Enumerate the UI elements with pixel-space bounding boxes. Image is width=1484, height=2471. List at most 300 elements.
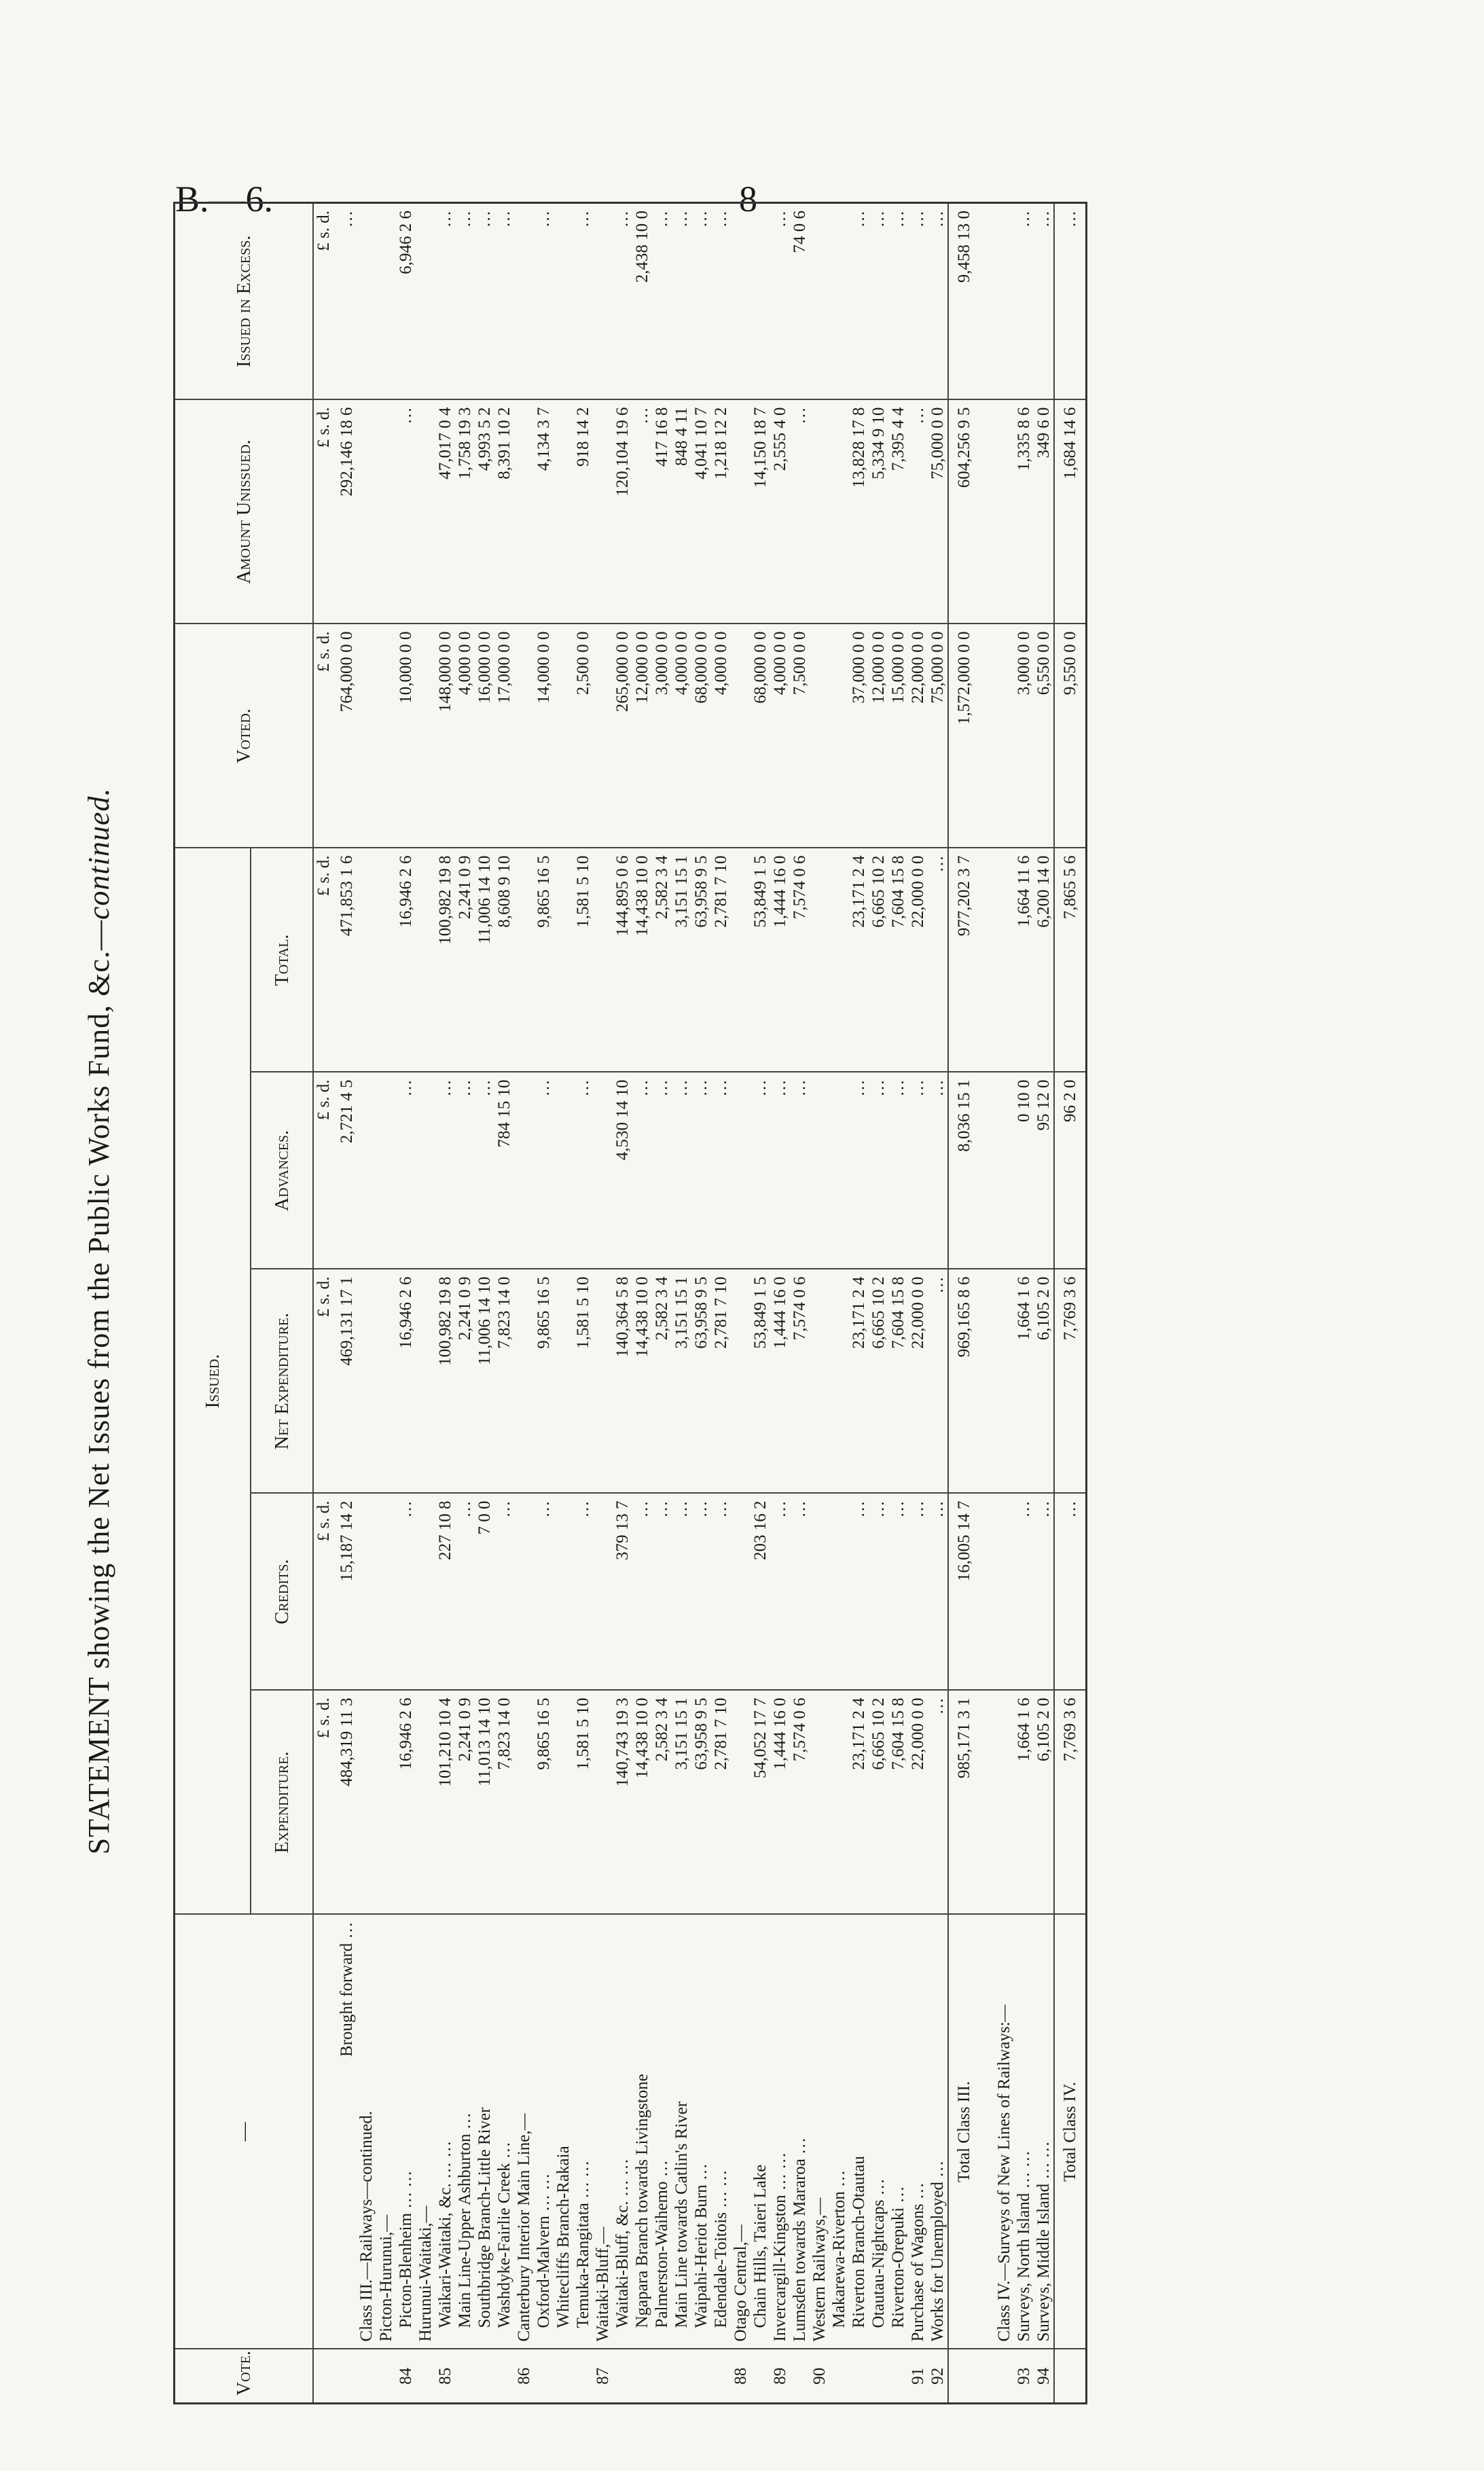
cell-description: Canterbury Interior Main Line,— <box>514 1915 534 2349</box>
cell-total: 3,151 15 1 <box>672 848 691 1072</box>
table-row <box>770 202 790 2403</box>
cell-excess: … <box>888 202 908 399</box>
cell-credits <box>593 1494 613 1691</box>
col-vote: Vote. <box>175 2349 314 2404</box>
unit-label: £ s. d. <box>313 202 337 399</box>
cell-excess <box>750 202 770 399</box>
cell-excess: … <box>672 202 691 399</box>
cell-total <box>376 848 396 1072</box>
cell-unissued: 8,391 10 2 <box>494 399 514 624</box>
cell-total: 53,849 1 5 <box>750 848 770 1072</box>
cell-vote: 88 <box>731 2349 750 2404</box>
cell-total: 2,781 7 10 <box>711 848 731 1072</box>
table-row <box>869 202 888 2403</box>
unit-label: £ s. d. <box>313 1494 337 1691</box>
total-row <box>1054 202 1087 2403</box>
cell-credits <box>514 1494 534 1691</box>
cell-total <box>593 848 613 1072</box>
cell-description: Western Railways,— <box>810 1915 829 2349</box>
cell-unissued: 75,000 0 0 <box>928 399 948 624</box>
cell-voted <box>416 624 435 848</box>
cell-net-expenditure <box>829 1269 849 1494</box>
cell-voted <box>731 624 750 848</box>
cell-vote <box>455 2349 475 2404</box>
cell-unissued <box>810 399 829 624</box>
cell-advances: … <box>632 1072 652 1269</box>
cell-vote <box>554 2349 573 2404</box>
cell-unissued <box>514 399 534 624</box>
cell-description: Waitaki-Bluff,— <box>593 1915 613 2349</box>
cell-net-expenditure: 469,131 17 1 <box>337 1269 357 1494</box>
cell-net-expenditure <box>994 1269 1014 1494</box>
cell-credits: … <box>711 1494 731 1691</box>
page-header <box>0 0 1484 231</box>
rotated-statement <box>82 210 1464 2404</box>
cell-vote <box>869 2349 888 2404</box>
cell-description: Oxford-Malvern … … <box>534 1915 554 2349</box>
cell-vote <box>790 2349 810 2404</box>
cell-vote <box>632 2349 652 2404</box>
col-net-expenditure: Net Expenditure. <box>251 1269 313 1494</box>
cell-expenditure <box>731 1691 750 1915</box>
class-iii-total <box>948 202 994 2403</box>
cell-advances: 8,036 15 1 <box>948 1072 979 1269</box>
cell-total: 2,241 0 9 <box>455 848 475 1072</box>
cell-net-expenditure <box>376 1269 396 1494</box>
table-row <box>908 202 928 2403</box>
cell-unissued: 1,684 14 6 <box>1054 399 1087 624</box>
table-row <box>514 202 534 2403</box>
cell-credits: … <box>573 1494 593 1691</box>
cell-credits: … <box>888 1494 908 1691</box>
cell-total: 144,895 0 6 <box>613 848 632 1072</box>
cell-advances: … <box>888 1072 908 1269</box>
cell-net-expenditure <box>593 1269 613 1494</box>
table-row <box>750 202 770 2403</box>
cell-credits: … <box>396 1494 416 1691</box>
cell-expenditure: 7,823 14 0 <box>494 1691 514 1915</box>
document-code: B.—6. <box>175 179 274 219</box>
cell-net-expenditure: 16,946 2 6 <box>396 1269 416 1494</box>
cell-vote <box>652 2349 672 2404</box>
cell-voted: 12,000 0 0 <box>632 624 652 848</box>
cell-voted <box>514 624 534 848</box>
cell-credits: 227 10 8 <box>435 1494 455 1691</box>
cell-description: Waipahi-Heriot Burn … <box>691 1915 711 2349</box>
title-continued: continued. <box>82 787 115 920</box>
cell-excess: … <box>691 202 711 399</box>
cell-expenditure: 63,958 9 5 <box>691 1691 711 1915</box>
cell-voted <box>593 624 613 848</box>
cell-unissued: 1,335 8 6 <box>1014 399 1034 624</box>
cell-description: Hurunui-Waitaki,— <box>416 1915 435 2349</box>
table-row <box>593 202 613 2403</box>
cell-net-expenditure: 140,364 5 8 <box>613 1269 632 1494</box>
table-row <box>810 202 829 2403</box>
cell-net-expenditure <box>514 1269 534 1494</box>
cell-excess: … <box>494 202 514 399</box>
table-row <box>494 202 514 2403</box>
cell-expenditure: 23,171 2 4 <box>849 1691 869 1915</box>
total-row <box>948 202 979 2403</box>
cell-net-expenditure: … <box>928 1269 948 1494</box>
cell-unissued: … <box>396 399 416 624</box>
cell-total: 14,438 10 0 <box>632 848 652 1072</box>
cell-description: Otautau-Nightcaps … <box>869 1915 888 2349</box>
cell-vote: 84 <box>396 2349 416 2404</box>
col-expenditure: Expenditure. <box>251 1691 313 1915</box>
cell-advances: 95 12 0 <box>1034 1072 1054 1269</box>
cell-description: Southbridge Branch-Little River <box>475 1915 494 2349</box>
cell-net-expenditure: 9,865 16 5 <box>534 1269 554 1494</box>
unit-label: £ s. d. <box>313 848 337 1072</box>
cell-unissued <box>593 399 613 624</box>
cell-advances: … <box>869 1072 888 1269</box>
cell-net-expenditure <box>554 1269 573 1494</box>
cell-total <box>554 848 573 1072</box>
cell-description: Riverton-Orepuki … <box>888 1915 908 2349</box>
cell-advances: … <box>534 1072 554 1269</box>
cell-excess <box>416 202 435 399</box>
cell-vote: 85 <box>435 2349 455 2404</box>
cell-expenditure: 6,665 10 2 <box>869 1691 888 1915</box>
cell-advances: … <box>908 1072 928 1269</box>
cell-vote: 86 <box>514 2349 534 2404</box>
cell-voted: 68,000 0 0 <box>691 624 711 848</box>
cell-advances: … <box>435 1072 455 1269</box>
table-row <box>672 202 691 2403</box>
cell-description: Waitaki-Bluff, &c. … … <box>613 1915 632 2349</box>
table-row <box>928 202 948 2403</box>
cell-total: … <box>928 848 948 1072</box>
cell-expenditure: 11,013 14 10 <box>475 1691 494 1915</box>
cell-credits: … <box>534 1494 554 1691</box>
title-main: STATEMENT showing the Net Issues from the Public Works Fund, &c.— <box>82 920 115 1855</box>
cell-description: Temuka-Rangitata … … <box>573 1915 593 2349</box>
cell-excess: … <box>770 202 790 399</box>
cell-advances: … <box>849 1072 869 1269</box>
cell-total: 471,853 1 6 <box>337 848 357 1072</box>
cell-net-expenditure: 969,165 8 6 <box>948 1269 979 1494</box>
cell-advances: … <box>770 1072 790 1269</box>
cell-net-expenditure: 7,823 14 0 <box>494 1269 514 1494</box>
cell-net-expenditure: 6,105 2 0 <box>1034 1269 1054 1494</box>
cell-advances <box>416 1072 435 1269</box>
cell-voted: 9,550 0 0 <box>1054 624 1087 848</box>
cell-excess: … <box>908 202 928 399</box>
cell-voted: 22,000 0 0 <box>908 624 928 848</box>
cell-vote <box>849 2349 869 2404</box>
cell-vote <box>994 2349 1014 2404</box>
cell-description: Class III.—Railways—continued. <box>357 1915 376 2349</box>
cell-expenditure <box>376 1691 396 1915</box>
cell-voted: 4,000 0 0 <box>672 624 691 848</box>
cell-excess: … <box>869 202 888 399</box>
unit-label: £ s. d. <box>313 1072 337 1269</box>
cell-expenditure <box>994 1691 1014 1915</box>
table-row <box>376 202 396 2403</box>
cell-description: Washdyke-Fairlie Creek … <box>494 1915 514 2349</box>
cell-expenditure: 7,574 0 6 <box>790 1691 810 1915</box>
cell-net-expenditure: 3,151 15 1 <box>672 1269 691 1494</box>
cell-expenditure: 7,769 3 6 <box>1054 1691 1087 1915</box>
class-iii-rows <box>337 202 948 2403</box>
cell-voted: 3,000 0 0 <box>652 624 672 848</box>
cell-total: 16,946 2 6 <box>396 848 416 1072</box>
cell-description: Class IV.—Surveys of New Lines of Railways:— <box>994 1915 1014 2349</box>
unit-label: £ s. d. <box>313 624 337 848</box>
cell-expenditure: 7,604 15 8 <box>888 1691 908 1915</box>
cell-credits: 203 16 2 <box>750 1494 770 1691</box>
cell-description: Picton-Hurunui,— <box>376 1915 396 2349</box>
cell-net-expenditure: 1,581 5 10 <box>573 1269 593 1494</box>
cell-total: 1,444 16 0 <box>770 848 790 1072</box>
cell-voted: 68,000 0 0 <box>750 624 770 848</box>
cell-description: Works for Unemployed … <box>928 1915 948 2349</box>
class-iv-total <box>1054 202 1087 2403</box>
cell-expenditure: 9,865 16 5 <box>534 1691 554 1915</box>
cell-expenditure: 140,743 19 3 <box>613 1691 632 1915</box>
cell-description: Main Line towards Catlin's River <box>672 1915 691 2349</box>
cell-net-expenditure: 7,574 0 6 <box>790 1269 810 1494</box>
cell-credits <box>829 1494 849 1691</box>
cell-description: Otago Central,— <box>731 1915 750 2349</box>
cell-vote <box>357 2349 376 2404</box>
cell-unissued: 120,104 19 6 <box>613 399 632 624</box>
cell-vote <box>750 2349 770 2404</box>
cell-unissued: … <box>908 399 928 624</box>
unit-label: £ s. d. <box>313 1269 337 1494</box>
cell-total: 22,000 0 0 <box>908 848 928 1072</box>
cell-description: Chain Hills, Taieri Lake <box>750 1915 770 2349</box>
statement-table <box>173 202 1087 2404</box>
cell-voted <box>376 624 396 848</box>
cell-unissued: 2,555 4 0 <box>770 399 790 624</box>
cell-total: 6,200 14 0 <box>1034 848 1054 1072</box>
cell-excess: … <box>1014 202 1034 399</box>
cell-total <box>514 848 534 1072</box>
cell-advances <box>731 1072 750 1269</box>
cell-credits: 7 0 0 <box>475 1494 494 1691</box>
cell-total <box>731 848 750 1072</box>
cell-advances <box>554 1072 573 1269</box>
class-iv-rows <box>994 202 1054 2403</box>
cell-net-expenditure: 63,958 9 5 <box>691 1269 711 1494</box>
cell-expenditure: 14,438 10 0 <box>632 1691 652 1915</box>
cell-voted <box>357 624 376 848</box>
cell-excess <box>829 202 849 399</box>
col-excess: Issued in Excess. <box>175 202 314 399</box>
cell-voted: 7,500 0 0 <box>790 624 810 848</box>
cell-expenditure <box>593 1691 613 1915</box>
cell-credits: … <box>849 1494 869 1691</box>
cell-vote <box>494 2349 514 2404</box>
cell-vote: 94 <box>1034 2349 1054 2404</box>
cell-vote: 93 <box>1014 2349 1034 2404</box>
cell-voted: 3,000 0 0 <box>1014 624 1034 848</box>
cell-total <box>994 848 1014 1072</box>
cell-credits <box>554 1494 573 1691</box>
table-row <box>829 202 849 2403</box>
cell-unissued: 349 6 0 <box>1034 399 1054 624</box>
table-row <box>1014 202 1034 2403</box>
cell-vote <box>376 2349 396 2404</box>
cell-unissued <box>357 399 376 624</box>
cell-total: 6,665 10 2 <box>869 848 888 1072</box>
cell-description: Picton-Blenheim … … <box>396 1915 416 2349</box>
cell-credits: … <box>790 1494 810 1691</box>
cell-unissued <box>554 399 573 624</box>
table-row <box>711 202 731 2403</box>
cell-unissued: 4,041 10 7 <box>691 399 711 624</box>
cell-excess: … <box>337 202 357 399</box>
cell-net-expenditure <box>731 1269 750 1494</box>
table-row <box>416 202 435 2403</box>
cell-unissued: 918 14 2 <box>573 399 593 624</box>
table-row <box>455 202 475 2403</box>
cell-expenditure <box>554 1691 573 1915</box>
cell-excess: 2,438 10 0 <box>632 202 652 399</box>
cell-credits: … <box>632 1494 652 1691</box>
cell-voted: 764,000 0 0 <box>337 624 357 848</box>
cell-advances: … <box>672 1072 691 1269</box>
cell-voted: 16,000 0 0 <box>475 624 494 848</box>
cell-advances: 96 2 0 <box>1054 1072 1087 1269</box>
cell-advances: … <box>711 1072 731 1269</box>
cell-vote: 91 <box>908 2349 928 2404</box>
page-number: 8 <box>739 179 757 219</box>
cell-vote: 87 <box>593 2349 613 2404</box>
cell-total <box>829 848 849 1072</box>
cell-credits <box>357 1494 376 1691</box>
cell-unissued: … <box>632 399 652 624</box>
cell-description: Ngapara Branch towards Livingstone <box>632 1915 652 2349</box>
table-row <box>396 202 416 2403</box>
cell-total: 2,582 3 4 <box>652 848 672 1072</box>
unit-label: £ s. d. <box>313 1691 337 1915</box>
col-voted: Voted. <box>175 624 314 848</box>
cell-net-expenditure: 22,000 0 0 <box>908 1269 928 1494</box>
cell-excess: … <box>711 202 731 399</box>
cell-vote <box>613 2349 632 2404</box>
table-row <box>731 202 750 2403</box>
cell-net-expenditure <box>810 1269 829 1494</box>
cell-expenditure <box>810 1691 829 1915</box>
cell-advances <box>357 1072 376 1269</box>
cell-vote <box>534 2349 554 2404</box>
cell-advances <box>593 1072 613 1269</box>
cell-voted <box>829 624 849 848</box>
cell-advances <box>376 1072 396 1269</box>
cell-voted: 75,000 0 0 <box>928 624 948 848</box>
cell-expenditure: 2,781 7 10 <box>711 1691 731 1915</box>
cell-advances: … <box>928 1072 948 1269</box>
cell-total: 1,581 5 10 <box>573 848 593 1072</box>
total-label: Total Class IV. <box>1054 1915 1087 2349</box>
cell-excess <box>514 202 534 399</box>
cell-net-expenditure: 23,171 2 4 <box>849 1269 869 1494</box>
cell-unissued: … <box>790 399 810 624</box>
table-row <box>357 202 376 2403</box>
col-unissued: Amount Unissued. <box>175 399 314 624</box>
cell-excess <box>731 202 750 399</box>
cell-voted <box>994 624 1014 848</box>
cell-expenditure <box>829 1691 849 1915</box>
cell-vote <box>672 2349 691 2404</box>
cell-excess: 74 0 6 <box>790 202 810 399</box>
cell-advances <box>810 1072 829 1269</box>
cell-expenditure <box>357 1691 376 1915</box>
cell-total: 100,982 19 8 <box>435 848 455 1072</box>
cell-expenditure: 2,241 0 9 <box>455 1691 475 1915</box>
cell-unissued: 47,017 0 4 <box>435 399 455 624</box>
total-label: Total Class III. <box>948 1915 979 2349</box>
cell-description: Lumsden towards Mararoa … <box>790 1915 810 2349</box>
cell-total <box>357 848 376 1072</box>
cell-excess: … <box>1054 202 1087 399</box>
table-row <box>849 202 869 2403</box>
cell-advances <box>829 1072 849 1269</box>
cell-vote <box>829 2349 849 2404</box>
cell-advances: … <box>691 1072 711 1269</box>
cell-total: 7,604 15 8 <box>888 848 908 1072</box>
cell-description: Main Line-Upper Ashburton … <box>455 1915 475 2349</box>
table-row <box>652 202 672 2403</box>
cell-unissued <box>994 399 1014 624</box>
cell-excess: … <box>534 202 554 399</box>
cell-excess: … <box>928 202 948 399</box>
cell-description: Surveys, North Island … … <box>1014 1915 1034 2349</box>
cell-expenditure: 985,171 3 1 <box>948 1691 979 1915</box>
cell-unissued <box>731 399 750 624</box>
cell-excess: … <box>849 202 869 399</box>
cell-voted: 4,000 0 0 <box>711 624 731 848</box>
cell-expenditure: 54,052 17 7 <box>750 1691 770 1915</box>
cell-total: 23,171 2 4 <box>849 848 869 1072</box>
cell-net-expenditure: 7,604 15 8 <box>888 1269 908 1494</box>
cell-expenditure <box>514 1691 534 1915</box>
col-issued: Issued. <box>175 848 251 1914</box>
cell-vote <box>416 2349 435 2404</box>
cell-expenditure: 2,582 3 4 <box>652 1691 672 1915</box>
cell-unissued: 292,146 18 6 <box>337 399 357 624</box>
cell-net-expenditure: 1,444 16 0 <box>770 1269 790 1494</box>
cell-expenditure: 16,946 2 6 <box>396 1691 416 1915</box>
cell-credits: … <box>869 1494 888 1691</box>
table-row <box>632 202 652 2403</box>
cell-credits <box>376 1494 396 1691</box>
cell-unissued: 1,218 12 2 <box>711 399 731 624</box>
cell-credits: 379 13 7 <box>613 1494 632 1691</box>
cell-voted: 10,000 0 0 <box>396 624 416 848</box>
cell-description: Brought forward … <box>337 1915 357 2349</box>
cell-description: Surveys, Middle Island … … <box>1034 1915 1054 2349</box>
cell-total: 7,865 5 6 <box>1054 848 1087 1072</box>
cell-excess: … <box>455 202 475 399</box>
cell-credits: 16,005 14 7 <box>948 1494 979 1691</box>
cell-total: 977,202 3 7 <box>948 848 979 1072</box>
cell-voted: 17,000 0 0 <box>494 624 514 848</box>
cell-advances: … <box>455 1072 475 1269</box>
cell-excess: 6,946 2 6 <box>396 202 416 399</box>
cell-advances: … <box>475 1072 494 1269</box>
table-row <box>337 202 357 2403</box>
cell-expenditure: 1,664 1 6 <box>1014 1691 1034 1915</box>
cell-excess: … <box>613 202 632 399</box>
cell-advances <box>994 1072 1014 1269</box>
cell-net-expenditure: 11,006 14 10 <box>475 1269 494 1494</box>
cell-credits: … <box>770 1494 790 1691</box>
